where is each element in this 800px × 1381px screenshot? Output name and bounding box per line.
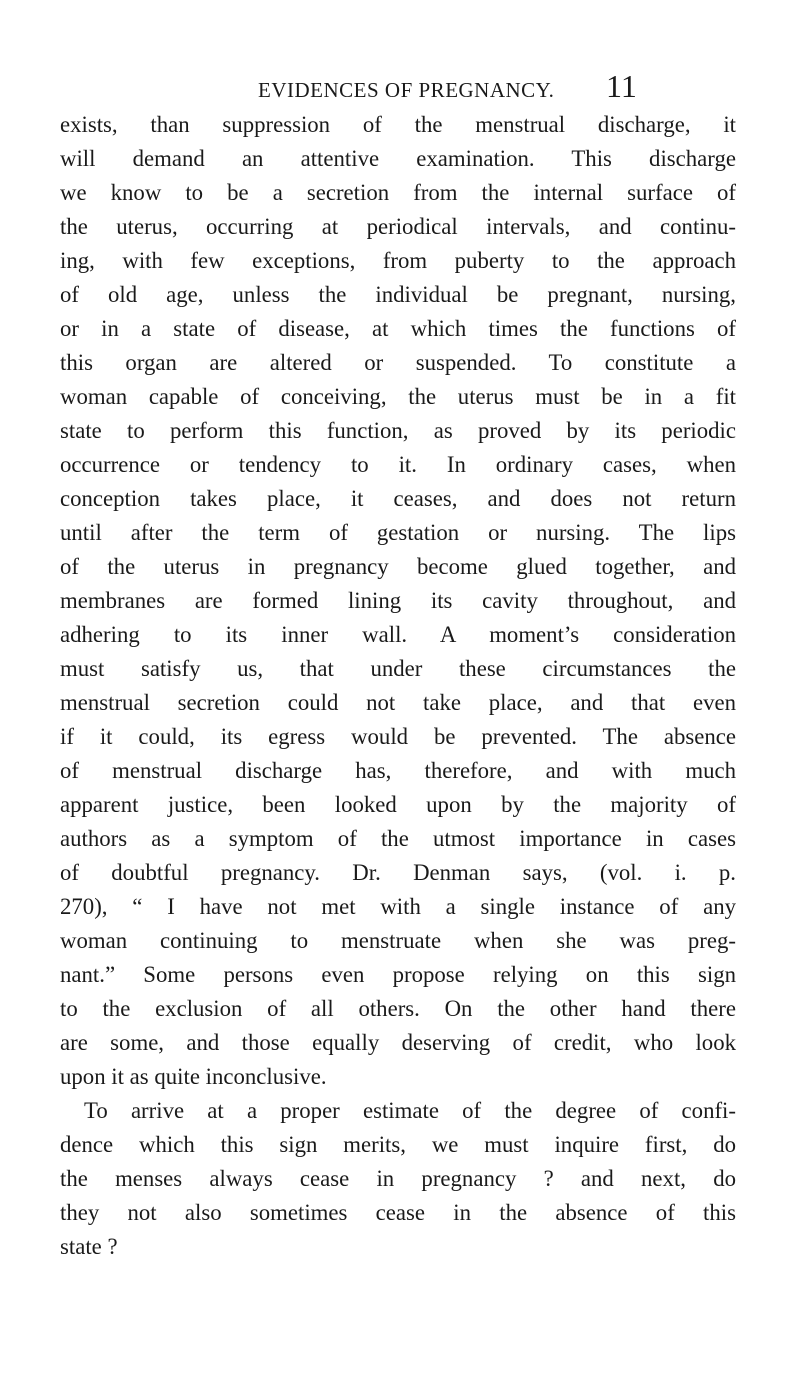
text-line: 270), “ I have not met with a single instance of any — [60, 894, 736, 919]
text-line: dence which this sign merits, we must inquire first, do — [60, 1132, 736, 1157]
text-line: menstrual secretion could not take place, and that even — [60, 690, 736, 715]
text-line: of old age, unless the individual be pregnant, nursing, — [60, 282, 736, 307]
text-line: of doubtful pregnancy. Dr. Denman says, (vol. i. p. — [60, 860, 736, 885]
text-line: state ? — [60, 1234, 118, 1259]
text-line: occurrence or tendency to it. In ordinary cases, when — [60, 452, 736, 477]
text-line: we know to be a secretion from the internal surface of — [60, 180, 736, 205]
text-line: upon it as quite inconclusive. — [60, 1064, 327, 1089]
text-line: of menstrual discharge has, therefore, and with much — [60, 758, 736, 783]
running-header: EVIDENCES OF PREGNANCY. — [258, 78, 555, 102]
body-text — [60, 108, 736, 1264]
text-line: authors as a symptom of the utmost importance in cases — [60, 826, 736, 851]
text-line: exists, than suppression of the menstrual discharge, it — [60, 112, 736, 137]
text-line: or in a state of disease, at which times the functions of — [60, 316, 736, 341]
text-line: woman capable of conceiving, the uterus must be in a fit — [60, 384, 736, 409]
text-line: must satisfy us, that under these circumstances the — [60, 656, 736, 681]
text-line: apparent justice, been looked upon by the majority of — [60, 792, 736, 817]
text-line: adhering to its inner wall. A moment’s consideration — [60, 622, 736, 647]
text-line: they not also sometimes cease in the absence of this — [60, 1200, 736, 1225]
text-line: this organ are altered or suspended. To constitute a — [60, 350, 736, 375]
page-number: 11 — [606, 68, 637, 104]
text-line: ing, with few exceptions, from puberty to the approach — [60, 248, 736, 273]
text-line: membranes are formed lining its cavity throughout, and — [60, 588, 736, 613]
text-line: the uterus, occurring at periodical intervals, and continu- — [60, 214, 736, 239]
text-line: will demand an attentive examination. This discharge — [60, 146, 736, 171]
text-line: nant.” Some persons even propose relying on this sign — [60, 962, 736, 987]
paragraph-1 — [60, 108, 736, 1094]
text-line: of the uterus in pregnancy become glued together, and — [60, 554, 736, 579]
text-line: are some, and those equally deserving of credit, who look — [60, 1030, 736, 1055]
text-line: to the exclusion of all others. On the other hand there — [60, 996, 736, 1021]
text-line: the menses always cease in pregnancy ? and next, do — [60, 1166, 736, 1191]
text-line: conception takes place, it ceases, and does not return — [60, 486, 736, 511]
text-line: if it could, its egress would be prevented. The absence — [60, 724, 736, 749]
text-line: woman continuing to menstruate when she was preg- — [60, 928, 736, 953]
text-line: state to perform this function, as proved by its periodic — [60, 418, 736, 443]
text-line: To arrive at a proper estimate of the degree of confi- — [84, 1098, 736, 1123]
paragraph-2 — [60, 1094, 736, 1264]
text-line: until after the term of gestation or nursing. The lips — [60, 520, 736, 545]
